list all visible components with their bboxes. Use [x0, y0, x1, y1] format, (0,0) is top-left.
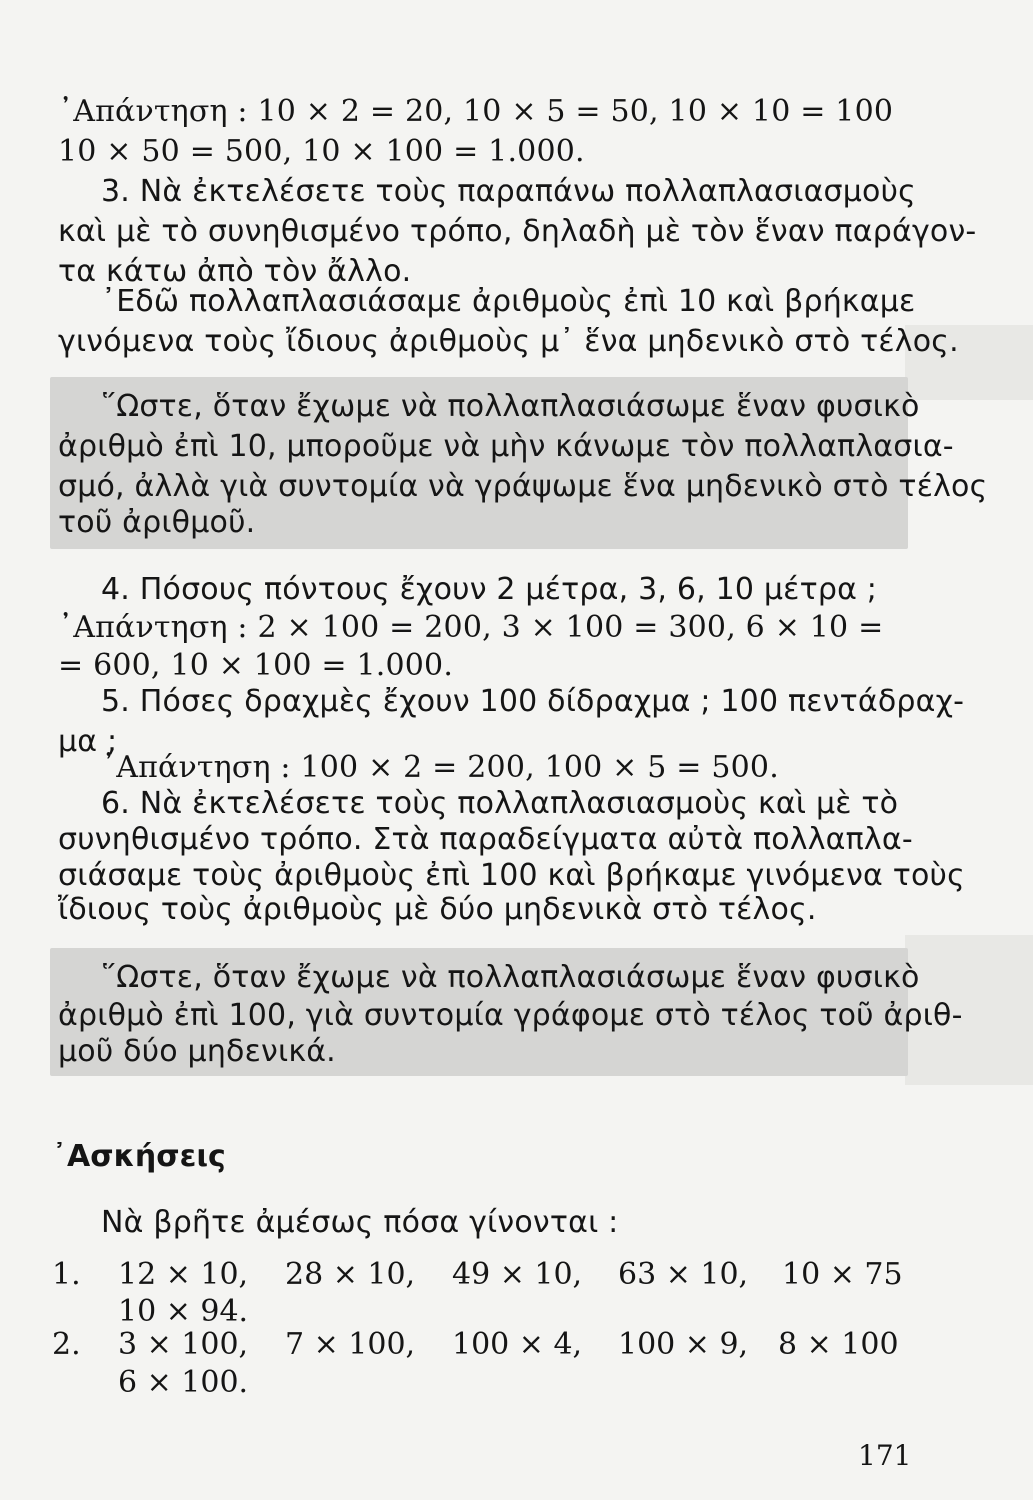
answer-line: ᾿Απάντηση : 10 × 2 = 20, 10 × 5 = 50, 10 × 10 = 100 [58, 94, 894, 129]
answer-line: = 600, 10 × 100 = 1.000. [58, 648, 454, 683]
exercise-term: 12 × 10, [118, 1257, 249, 1292]
text-line: τα κάτω ἀπὸ τὸν ἄλλο. [58, 254, 412, 289]
exercise-term: 100 × 9, [618, 1327, 749, 1362]
rule-line: ῞Ωστε, ὅταν ἔχωμε νὰ πολλαπλασιάσωμε ἕναν φυσικὸ [101, 960, 920, 995]
exercise-term: 28 × 10, [285, 1257, 416, 1292]
text-line: ᾿Εδῶ πολλαπλασιάσαμε ἀριθμοὺς ἐπὶ 10 καὶ βρήκαμε [101, 284, 916, 319]
text-line: μα ; [58, 724, 118, 759]
text-line: 3. Νὰ ἐκτελέσετε τοὺς παραπάνω πολλαπλασιασμοὺς [101, 174, 916, 209]
text-line: γινόμενα τοὺς ἴδιους ἀριθμοὺς μ᾿ ἕνα μηδενικὸ στὸ τέλος. [58, 324, 959, 359]
exercise-term: 49 × 10, [452, 1257, 583, 1292]
exercise-term: 10 × 94. [118, 1294, 249, 1329]
text-line: 6. Νὰ ἐκτελέσετε τοὺς πολλαπλασιασμοὺς καὶ μὲ τὸ [101, 786, 899, 821]
exercise-number: 2. [52, 1327, 81, 1362]
rule-line: ῞Ωστε, ὅταν ἔχωμε νὰ πολλαπλασιάσωμε ἕναν φυσικὸ [101, 389, 920, 424]
exercises-intro: Νὰ βρῆτε ἀμέσως πόσα γίνονται : [101, 1205, 619, 1240]
text-line: καὶ μὲ τὸ συνηθισμένο τρόπο, δηλαδὴ μὲ τὸν ἕναν παράγον- [58, 214, 977, 249]
text-line: συνηθισμένο τρόπο. Στὰ παραδείγματα αὐτὰ πολλαπλα- [58, 822, 913, 857]
answer-line: 10 × 50 = 500, 10 × 100 = 1.000. [58, 134, 585, 169]
rule-line: ἀριθμὸ ἐπὶ 100, γιὰ συντομία γράφομε στὸ τέλος τοῦ ἀριθ- [58, 998, 963, 1033]
exercises-heading: ᾿Ασκήσεις [52, 1139, 226, 1174]
exercise-term: 8 × 100 [778, 1327, 899, 1362]
exercise-number: 1. [52, 1257, 81, 1292]
text-line: ἴδιους τοὺς ἀριθμοὺς μὲ δύο μηδενικὰ στὸ τέλος. [58, 892, 817, 927]
text-line: 5. Πόσες δραχμὲς ἔχουν 100 δίδραχμα ; 100 πεντάδραχ- [101, 684, 965, 719]
text-line: 4. Πόσους πόντους ἔχουν 2 μέτρα, 3, 6, 10 μέτρα ; [101, 572, 878, 607]
answer-line: ᾿Απάντηση : 100 × 2 = 200, 100 × 5 = 500. [101, 750, 779, 785]
exercise-term: 7 × 100, [285, 1327, 416, 1362]
page-number: 171 [858, 1439, 912, 1472]
exercise-term: 63 × 10, [618, 1257, 749, 1292]
exercise-term: 10 × 75 [782, 1257, 903, 1292]
rule-line: τοῦ ἀριθμοῦ. [58, 505, 256, 540]
rule-line: σμό, ἀλλὰ γιὰ συντομία νὰ γράψωμε ἕνα μηδενικὸ στὸ τέλος [58, 469, 988, 504]
exercise-term: 3 × 100, [118, 1327, 249, 1362]
exercise-term: 6 × 100. [118, 1365, 249, 1400]
rule-line: μοῦ δύο μηδενικά. [58, 1034, 336, 1069]
text-line: σιάσαμε τοὺς ἀριθμοὺς ἐπὶ 100 καὶ βρήκαμε γινόμενα τοὺς [58, 858, 965, 893]
exercise-term: 100 × 4, [452, 1327, 583, 1362]
answer-line: ᾿Απάντηση : 2 × 100 = 200, 3 × 100 = 300, 6 × 10 = [58, 610, 884, 645]
rule-line: ἀριθμὸ ἐπὶ 10, μποροῦμε νὰ μὴν κάνωμε τὸν πολλαπλασια- [58, 429, 954, 464]
